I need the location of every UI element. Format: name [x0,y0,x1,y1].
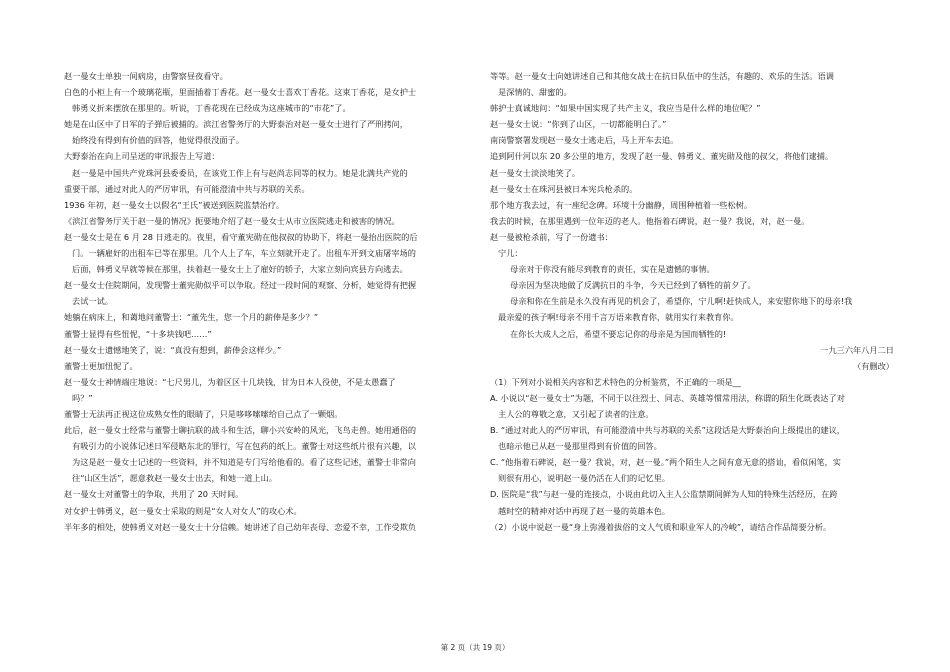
letter-line: 母亲对于你没有能尽到教育的责任，实在是遗憾的事情。 [510,264,715,275]
paragraph-line: 此后，赵一曼女士经常与董警士聊抗联的战斗和生活，聊小兴安岭的风光，飞鸟走兽。她用通俗的 [64,425,417,436]
source-note: （有删改） [853,360,894,371]
paragraph-line: 《滨江省警务厅关于赵一曼的情况》扼要地介绍了赵一曼女士从市立医院逃走和被害的情况。 [64,215,400,226]
paragraph-line: 董警士无法再正视这位成熟女性的眼睛了，只是哆哆嗦嗦给自己点了一颗烟。 [64,408,343,419]
paragraph-line: 韩护士真诚地问：“如果中国实现了共产主义，我应当是什么样的地位呢？” [490,103,761,114]
paragraph-line: 后面，韩勇义早就等候在那里，扶着赵一曼女士上了雇好的轿子，大家立刻向宾县方向逃去。 [72,264,408,275]
letter-line: 最亲爱的孩子啊!母亲不用千言万语来教育你，就用实行来教育你。 [498,312,739,323]
option-a-cont: 主人公的尊敬之意，又引起了读者的注意。 [498,408,654,419]
report-quote-line: 重要干部，通过对此人的严厉审讯，有可能澄清中共与苏联的关系。 [64,183,310,194]
paragraph-line: 董警士显得有些忸怩，“十多块钱吧……” [64,328,212,339]
paragraph-line: 赵一曼女士遗憾地笑了，说：“真没有想到，薪俸会这样少。” [64,344,282,355]
paragraph-line: 赵一曼女士说：“你到了山区，一切都能明白了。” [490,119,667,130]
paragraph-line: 等等。赵一曼女士向她讲述自己和其他女战士在抗日队伍中的生活，有趣的、欢乐的生活。语调 [490,71,834,81]
paragraph-line: 有吸引力的小说体记述日军侵略东北的罪行，写在包药的纸上。董警士对这些纸片很有兴趣，以 [72,441,416,452]
paragraph-line: 始终没有得到有价值的回答，他觉得很没面子。 [72,135,244,146]
paragraph-line: 去试一试。 [72,296,113,307]
paragraph-line: 大野泰治在向上司呈送的审讯报告上写道： [64,151,220,162]
paragraph-line: 是深情的、甜蜜的。 [498,87,572,98]
letter-salutation: 宁儿： [498,248,523,259]
paragraph-line: 追到阿什河以东 20 多公里的地方，发现了赵一曼、韩勇义、董宪勋及他的叔父，将他们逮捕。 [490,151,834,162]
right-column [490,68,894,535]
paragraph-line: 她躺在病床上，和蔼地问董警士：“董先生，您一个月的薪俸是多少？” [64,312,319,323]
option-b-cont: 也暗示他已从赵一曼那里得到有价值的回答。 [498,441,662,452]
paragraph-line: 1936 年初，赵一曼女士以假名“王氏”被送到医院监禁治疗。 [64,199,285,210]
question-2: （2）小说中说赵一曼“身上弥漫着拔俗的文人气质和职业军人的冷峻”，请结合作品简要分析。 [490,521,832,532]
paragraph-line: 赵一曼女士是在 6 月 28 日逃走的。夜里，看守董宪勋在他叔叔的协助下，将赵一曼抬出医院的后 [64,231,418,242]
letter-date: 一九三六年八月二日 [820,344,894,355]
paragraph-line: 对女护士韩勇义，赵一曼女士采取的则是“女人对女人”的攻心术。 [64,505,302,516]
paragraph-line: 韩勇义折来摆放在那里的。听说，丁香花现在已经成为这座城市的“市花”了。 [72,103,351,114]
paragraph-line: 她是在山区中了日军的子弹后被捕的。滨江省警务厅的大野泰治对赵一曼女士进行了严刑拷问， [64,119,408,130]
paragraph-line: 往“山区生活”，愿意救赵一曼女士出去，和她一道上山。 [72,473,277,484]
paragraph-line: 为这是赵一曼女士记述的一些资料，并不知道是专门写给他看的。看了这些记述，董警士非常向 [72,457,416,468]
option-c: C. “他指着石碑说，赵一曼？我说，对，赵一曼。”两个陌生人之间有意无意的搭讪，看似闲笔，实 [490,457,841,468]
option-c-cont: 则很有用心，说明赵一曼仍活在人们的记忆里。 [498,473,670,484]
paragraph-line: 南岗警察署发现赵一曼女士逃走后，马上开车去追。 [490,135,679,146]
paragraph-line: 董警士更加忸怩了。 [64,360,138,371]
paragraph-line: 半年多的相处，使韩勇义对赵一曼女士十分信赖。她讲述了自己幼年丧母、恋爱不幸，工作受欺负 [64,521,417,532]
report-quote-line: 赵一曼是中国共产党珠河县委委员，在该党工作上有与赵尚志同等的权力。她是北满共产党的 [72,167,408,178]
paragraph-line: 那个地方我去过，有一座纪念碑。环境十分幽静，周围种植着一些松树。 [490,199,753,210]
paragraph-line: 赵一曼女士住院期间，发现警士董宪勋似乎可以争取。经过一段时间的观察、分析，她觉得有把握 [64,280,417,291]
option-d: D. 医院是“我”与赵一曼的连接点，小说由此切入主人公监禁期间鲜为人知的特殊生活经历，在跨 [490,489,838,500]
paragraph-line: 白色的小柜上有一个玻璃花瓶，里面插着丁香花。赵一曼女士喜欢丁香花。这束丁香花，是女护士 [64,87,417,98]
letter-line: 母亲和你在生前是永久没有再见的机会了，希望你，宁儿啊!赶快成人，来安慰你地下的母亲!我 [510,296,853,307]
paragraph-line: 赵一曼女士淡淡地笑了。 [490,167,581,178]
paragraph-line: 赵一曼女士对董警士的争取，共用了 20 天时间。 [64,489,244,500]
letter-line: 母亲因为坚决地做了反满抗日的斗争，今天已经到了牺牲的前夕了。 [510,280,756,291]
option-b: B. “通过对此人的严厉审讯，有可能澄清中共与苏联的关系”这段话是大野泰治向上级提出的建议， [490,425,845,436]
page-footer: 第 2 页（共 19 页） [440,643,510,652]
paragraph-line: 赵一曼女士神情端庄地说：“七尺男儿，为着区区十几块钱，甘为日本人役使，不是太愚蠢了 [64,376,396,387]
option-d-cont: 越时空的精神对话中再现了赵一曼的英雄本色。 [498,505,670,516]
paragraph-line: 门。一辆雇好的出租车已等在那里。几个人上了车，车立刻就开走了。出租车开到文庙屠宰场的 [72,248,416,259]
letter-line: 在你长大成人之后，希望不要忘记你的母亲是为国而牺牲的! [510,328,727,339]
paragraph-line: 吗？” [72,392,93,403]
question-1: （1）下列对小说相关内容和艺术特色的分析鉴赏，不正确的一项是__ [490,376,741,387]
paragraph-line: 赵一曼被枪杀前，写了一份遗书： [490,231,613,242]
option-a: A. 小说以“赵一曼女士”为题，不同于以往烈士、同志、英雄等惯常用法，称谓的陌生化既表达了对 [490,392,845,403]
paragraph-line: 赵一曼女士单独一间病房，由警察昼夜看守。 [64,71,228,81]
paragraph-line: 我去的时候，在那里遇到一位年迈的老人。他指着石碑说，赵一曼？我说，对，赵一曼。 [490,215,810,226]
paragraph-line: 赵一曼女士在珠河县被日本宪兵枪杀的。 [490,183,638,194]
left-column [64,68,478,535]
